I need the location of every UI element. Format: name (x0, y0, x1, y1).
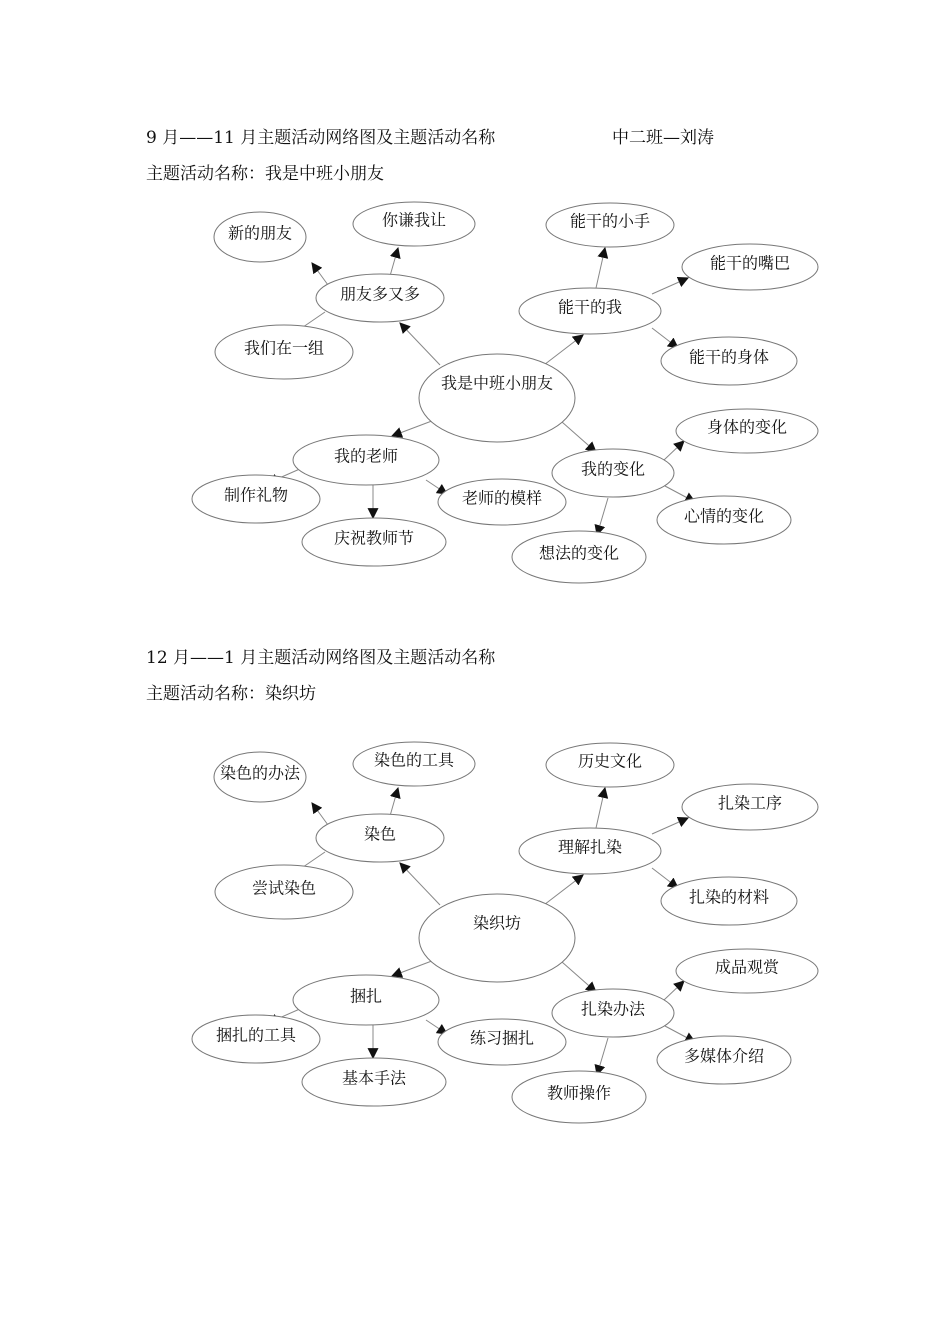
edge-branch-4-to-child-3 (597, 1038, 608, 1075)
branch-node-4-label: 我的变化 (580, 459, 646, 479)
leaf-node-4-2-label: 多媒体介绍 (683, 1046, 765, 1066)
branch-node-1 (316, 814, 444, 862)
leaf-node-1-2 (353, 742, 475, 786)
leaf-node-3-2 (302, 1058, 446, 1106)
branch-node-4-label: 扎染办法 (580, 999, 646, 1019)
leaf-node-4-1-label: 身体的变化 (706, 417, 788, 437)
edge-branch-2-to-child-3 (652, 328, 678, 348)
leaf-node-4-1 (676, 949, 818, 993)
leaf-node-2-1-label: 能干的小手 (569, 211, 651, 231)
section1-theme-line: 主题活动名称：我是中班小朋友 (146, 164, 384, 184)
branch-node-1 (316, 274, 444, 322)
leaf-node-2-3-label: 能干的身体 (688, 347, 770, 367)
leaf-node-3-2 (302, 518, 446, 566)
leaf-node-1-3-label: 尝试染色 (251, 878, 317, 898)
leaf-node-4-1-label: 成品观赏 (714, 957, 780, 977)
center-node (419, 894, 575, 982)
leaf-node-3-2-label: 基本手法 (341, 1068, 407, 1088)
center-node-label: 我是中班小朋友 (440, 373, 554, 393)
leaf-node-1-3 (215, 865, 353, 919)
section1-class-author: 中二班—刘涛 (612, 128, 714, 148)
leaf-node-3-3 (438, 1019, 566, 1065)
leaf-node-4-3-label: 想法的变化 (538, 543, 620, 563)
edge-branch-2-to-child-3 (652, 868, 678, 888)
section1-title: 9 月——11 月主题活动网络图及主题活动名称 (146, 128, 496, 148)
branch-node-2 (519, 288, 661, 334)
leaf-node-3-1-label: 捆扎的工具 (215, 1025, 297, 1045)
branch-node-2-label: 能干的我 (557, 297, 623, 317)
branch-node-3 (293, 975, 439, 1025)
center-node-label: 染织坊 (472, 913, 522, 933)
edge-branch-4-to-child-3 (597, 498, 608, 535)
leaf-node-4-2-label: 心情的变化 (683, 506, 765, 526)
leaf-node-4-3-label: 教师操作 (546, 1083, 612, 1103)
leaf-node-2-2-label: 扎染工序 (717, 793, 783, 813)
leaf-node-1-2-label: 你谦我让 (381, 210, 447, 230)
edge-center-to-branch-4 (562, 422, 596, 452)
branch-node-2 (519, 828, 661, 874)
edge-branch-1-to-child-1 (312, 803, 328, 825)
branch-node-1-label: 朋友多又多 (339, 284, 421, 304)
edge-branch-1-to-child-2 (390, 788, 398, 816)
leaf-node-2-3 (661, 337, 797, 385)
leaf-node-3-1 (192, 1015, 320, 1063)
leaf-node-2-1-label: 历史文化 (577, 751, 643, 771)
leaf-node-4-3 (512, 1071, 646, 1123)
center-node-shape (419, 354, 575, 442)
mind-map-1 (0, 190, 950, 610)
edge-center-to-branch-2 (540, 875, 583, 908)
center-node (419, 354, 575, 442)
branch-node-4 (552, 449, 674, 497)
leaf-node-3-3 (438, 479, 566, 525)
edge-center-to-branch-1 (400, 323, 440, 365)
edge-branch-2-to-child-2 (652, 278, 688, 294)
leaf-node-3-3-label: 练习捆扎 (469, 1028, 535, 1048)
leaf-node-3-3-label: 老师的模样 (461, 488, 543, 508)
branch-node-4 (552, 989, 674, 1037)
branch-node-3-label: 捆扎 (349, 986, 383, 1006)
leaf-node-4-1 (676, 409, 818, 453)
leaf-node-4-3 (512, 531, 646, 583)
edge-center-to-branch-4 (562, 962, 596, 992)
leaf-node-3-2-label: 庆祝教师节 (333, 528, 415, 548)
leaf-node-4-2 (657, 1036, 791, 1084)
leaf-node-1-2 (353, 202, 475, 246)
leaf-node-1-2-label: 染色的工具 (373, 750, 455, 770)
leaf-node-2-1 (546, 743, 674, 787)
section2-theme-line: 主题活动名称：染织坊 (146, 684, 316, 704)
edge-branch-4-to-child-1 (664, 981, 684, 1000)
leaf-node-2-2-label: 能干的嘴巴 (709, 253, 791, 273)
edge-branch-2-to-child-1 (596, 248, 605, 288)
edge-branch-1-to-child-1 (312, 263, 328, 285)
leaf-node-2-3 (661, 877, 797, 925)
edge-branch-1-to-child-2 (390, 248, 398, 276)
branch-node-3-label: 我的老师 (333, 446, 399, 466)
leaf-node-2-1 (546, 203, 674, 247)
leaf-node-1-3-label: 我们在一组 (243, 338, 325, 358)
leaf-node-2-2 (682, 244, 818, 290)
leaf-node-2-2 (682, 784, 818, 830)
edge-branch-2-to-child-1 (596, 788, 605, 828)
leaf-node-2-3-label: 扎染的材料 (688, 887, 770, 907)
leaf-node-3-1 (192, 475, 320, 523)
section2-heading: 12 月——1 月主题活动网络图及主题活动名称 (146, 648, 496, 668)
leaf-node-1-3 (215, 325, 353, 379)
branch-node-2-label: 理解扎染 (557, 837, 623, 857)
branch-node-3 (293, 435, 439, 485)
leaf-node-3-1-label: 制作礼物 (223, 485, 289, 505)
section1-heading (146, 127, 495, 149)
edge-branch-2-to-child-2 (652, 818, 688, 834)
leaf-node-1-1-label: 新的朋友 (227, 223, 293, 243)
leaf-node-1-1 (214, 752, 306, 802)
leaf-node-4-2 (657, 496, 791, 544)
leaf-node-1-1 (214, 212, 306, 262)
center-node-shape (419, 894, 575, 982)
edge-branch-4-to-child-1 (664, 441, 684, 460)
leaf-node-1-1-label: 染色的办法 (219, 763, 301, 783)
edge-center-to-branch-2 (540, 335, 583, 368)
edge-center-to-branch-1 (400, 863, 440, 905)
mind-map-2 (0, 730, 950, 1150)
branch-node-1-label: 染色 (363, 824, 397, 844)
